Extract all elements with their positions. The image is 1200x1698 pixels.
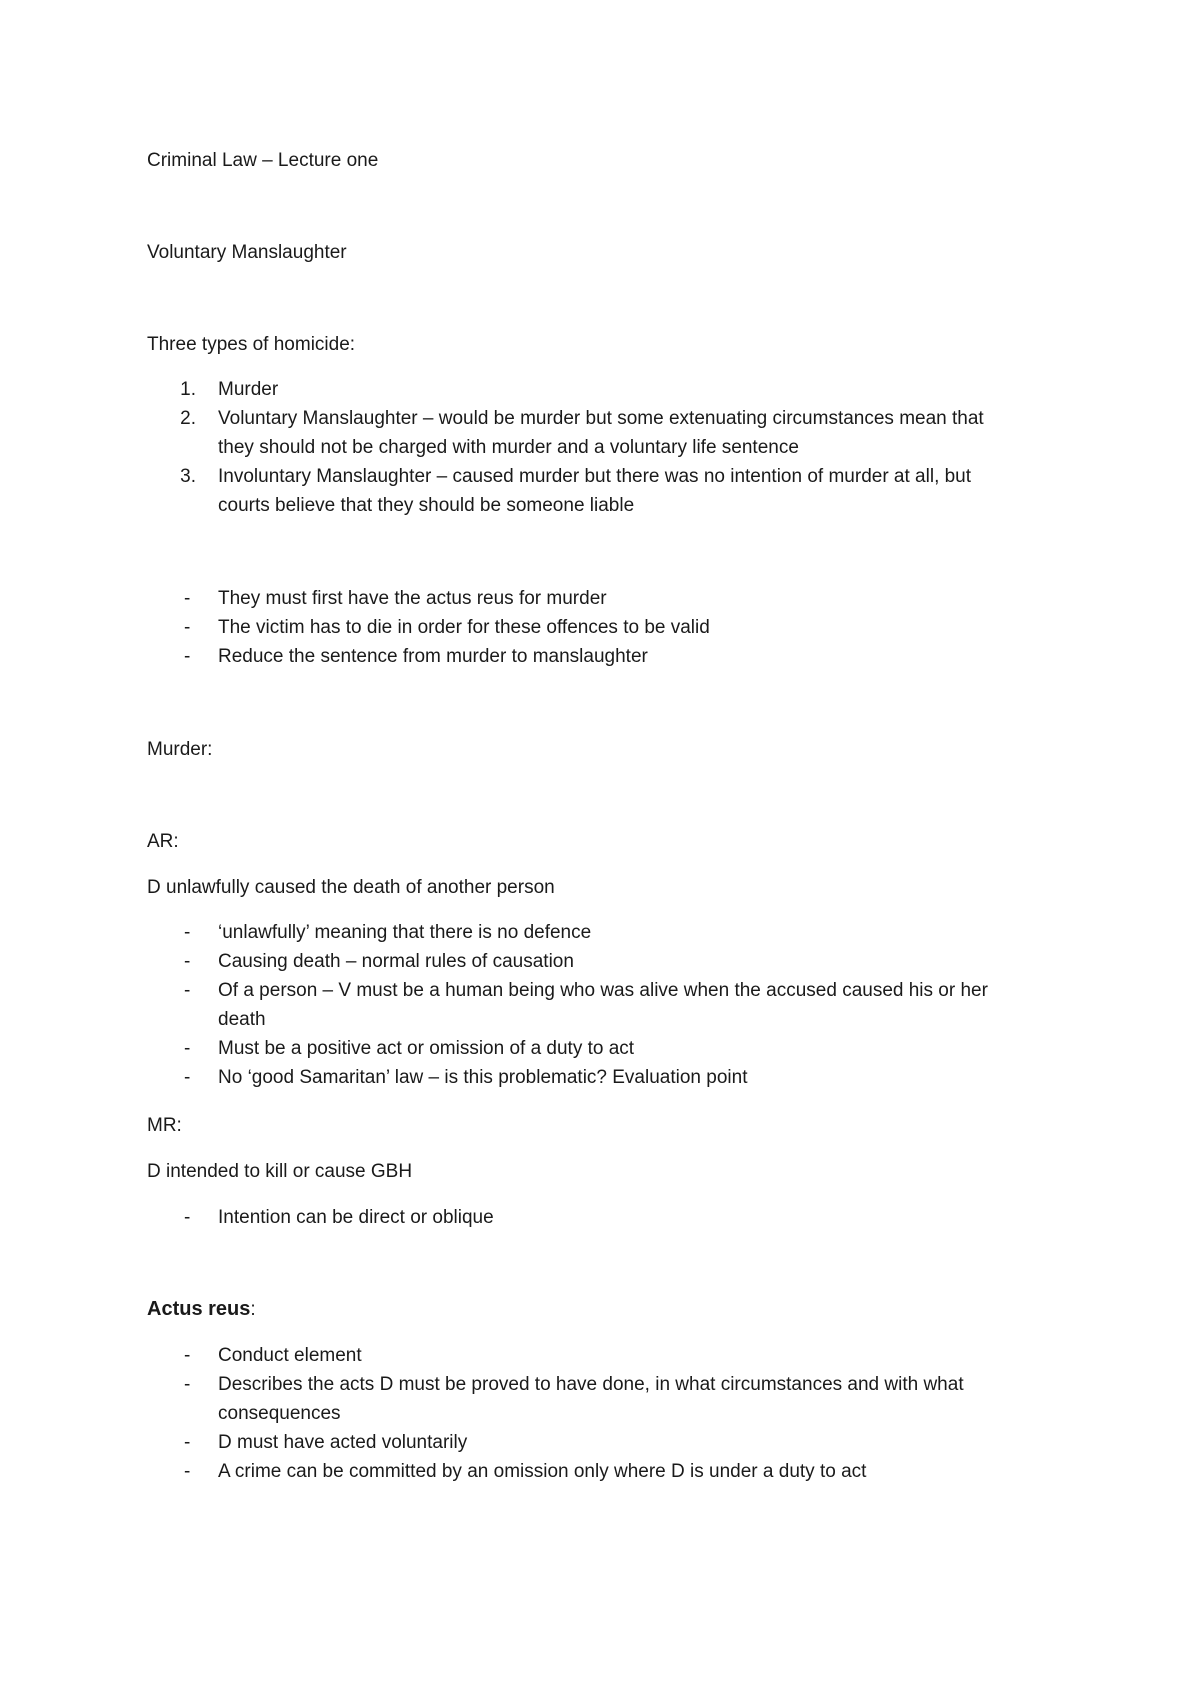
actus-point: D must have acted voluntarily: [218, 1432, 468, 1453]
actus-reus-heading-text: Actus reus: [147, 1298, 251, 1320]
ar-point: Must be a positive act or omission of a duty to act: [218, 1038, 635, 1059]
homicide-type-voluntary-line1: Voluntary Manslaughter – would be murder but some extenuating circumstances mean that: [218, 408, 984, 429]
bullet-dash: -: [184, 617, 191, 638]
bullet-dash: -: [184, 1038, 191, 1059]
bullet-dash: -: [184, 1374, 191, 1395]
actus-reus-heading: [147, 1295, 256, 1324]
ar-definition: D unlawfully caused the death of another person: [147, 877, 555, 898]
ar-point: ‘unlawfully’ meaning that there is no defence: [218, 922, 592, 943]
list-number-3: 3.: [180, 466, 196, 487]
homicide-type-voluntary-line2: they should not be charged with murder and a voluntary life sentence: [218, 437, 799, 458]
mr-point: Intention can be direct or oblique: [218, 1207, 494, 1228]
ar-point: Causing death – normal rules of causation: [218, 951, 574, 972]
actus-point: Describes the acts D must be proved to have done, in what circumstances and with what: [218, 1374, 964, 1395]
homicide-type-involuntary-line2: courts believe that they should be someone liable: [218, 495, 635, 516]
actus-point: Conduct element: [218, 1345, 362, 1366]
homicide-type-murder: Murder: [218, 379, 279, 400]
bullet-dash: -: [184, 1461, 191, 1482]
list-number-1: 1.: [180, 379, 196, 400]
bullet-dash: -: [184, 1432, 191, 1453]
ar-point: Of a person – V must be a human being who was alive when the accused caused his or her: [218, 980, 988, 1001]
ar-heading: AR:: [147, 831, 179, 852]
bullet-dash: -: [184, 646, 191, 667]
bullet-dash: -: [184, 1067, 191, 1088]
mr-definition: D intended to kill or cause GBH: [147, 1161, 413, 1182]
document-title: Criminal Law – Lecture one: [147, 150, 379, 171]
bullet-dash: -: [184, 980, 191, 1001]
mr-heading: MR:: [147, 1115, 182, 1136]
bullet-dash: -: [184, 922, 191, 943]
actus-reus-heading-colon: :: [250, 1299, 256, 1320]
list-number-2: 2.: [180, 408, 196, 429]
homicide-type-involuntary-line1: Involuntary Manslaughter – caused murder but there was no intention of murder at all, but: [218, 466, 972, 487]
general-point: Reduce the sentence from murder to manslaughter: [218, 646, 648, 667]
document-subtitle: Voluntary Manslaughter: [147, 242, 347, 263]
bullet-dash: -: [184, 1345, 191, 1366]
ar-point: No ‘good Samaritan’ law – is this problematic? Evaluation point: [218, 1067, 748, 1088]
bullet-dash: -: [184, 588, 191, 609]
actus-point-continuation: consequences: [218, 1403, 341, 1424]
ar-point-continuation: death: [218, 1009, 266, 1030]
general-point: The victim has to die in order for these offences to be valid: [218, 617, 710, 638]
murder-heading: Murder:: [147, 739, 213, 760]
bullet-dash: -: [184, 1207, 191, 1228]
homicide-heading: Three types of homicide:: [147, 334, 356, 355]
bullet-dash: -: [184, 951, 191, 972]
general-point: They must first have the actus reus for murder: [218, 588, 607, 609]
actus-point: A crime can be committed by an omission only where D is under a duty to act: [218, 1461, 867, 1482]
